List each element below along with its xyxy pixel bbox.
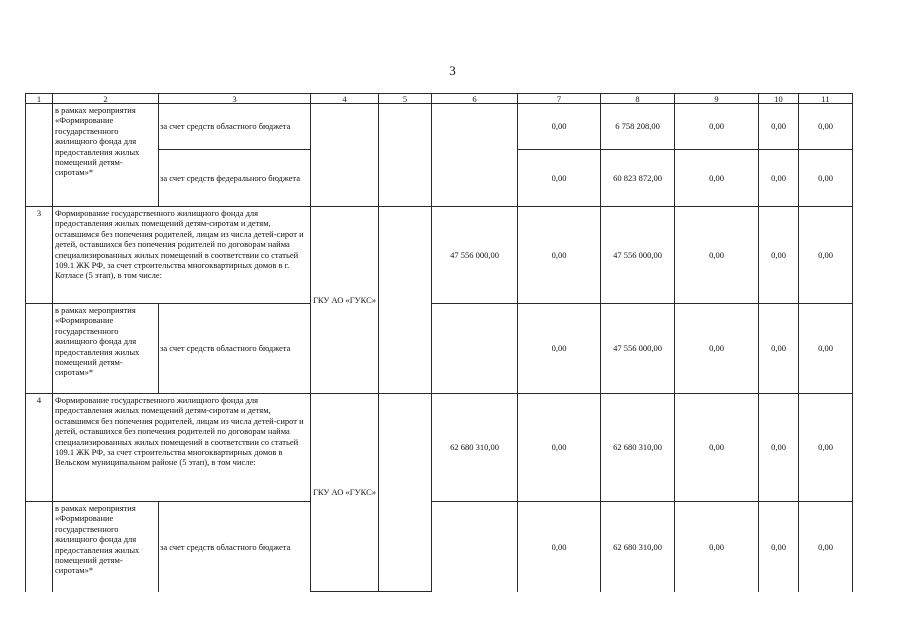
value-cell: 0,00 xyxy=(759,207,799,304)
row-number-cell xyxy=(26,304,53,394)
value-cell: 0,00 xyxy=(518,394,601,502)
value-cell: 0,00 xyxy=(799,502,853,592)
row-number: 4 xyxy=(26,394,53,502)
value-cell: 0,00 xyxy=(799,394,853,502)
funding-source: за счет средств областного бюджета xyxy=(159,104,311,150)
value-cell: 62 680 310,00 xyxy=(601,394,675,502)
col6-cell xyxy=(432,104,518,207)
executor-cell xyxy=(311,104,379,207)
value-cell: 62 680 310,00 xyxy=(601,502,675,592)
col6-cell xyxy=(432,304,518,394)
header-cell: 6 xyxy=(432,94,518,104)
table-row xyxy=(26,394,853,502)
value-cell: 0,00 xyxy=(518,207,601,304)
col6-cell xyxy=(432,502,518,592)
row-number-cell xyxy=(26,502,53,592)
value-cell: 0,00 xyxy=(759,304,799,394)
value-cell: 0,00 xyxy=(799,207,853,304)
measure-text: в рамках мероприятия «Формирование государственного жилищного фонда для предоставления жилых помещений детям-сиротам»* xyxy=(53,502,159,592)
value-cell: 60 823 872,00 xyxy=(601,150,675,207)
header-cell: 8 xyxy=(601,94,675,104)
value-cell: 0,00 xyxy=(759,394,799,502)
funding-source: за счет средств федерального бюджета xyxy=(159,150,311,207)
row-number-cell xyxy=(26,104,53,207)
header-cell: 7 xyxy=(518,94,601,104)
col5-cell xyxy=(379,104,432,207)
value-cell: 0,00 xyxy=(518,104,601,150)
value-cell: 0,00 xyxy=(675,502,759,592)
table-row xyxy=(26,207,853,304)
total-value: 62 680 310,00 xyxy=(432,394,518,502)
item-description: Формирование государственного жилищного фонда для предоставления жилых помещений детям-сиротам и детям, оставшимся без попечения родителей, лицам из числа детей-сирот и детей, оставшихся без попечения родителей по договорам найма специализированных жилых помещений в соответствии со статьей 109.1 ЖК РФ, за счет строительства многоквартирных домов в г. Котласе (5 этап), в том числе: xyxy=(53,207,311,304)
header-cell: 3 xyxy=(159,94,311,104)
value-cell: 0,00 xyxy=(675,394,759,502)
value-cell: 0,00 xyxy=(759,104,799,150)
table-row xyxy=(26,502,853,592)
executor: ГКУ АО «ГУКС» xyxy=(311,207,379,394)
header-cell: 10 xyxy=(759,94,799,104)
value-cell: 0,00 xyxy=(759,150,799,207)
measure-text: в рамках мероприятия «Формирование государственного жилищного фонда для предоставления жилых помещений детям-сиротам»* xyxy=(53,104,159,207)
item-description: Формирование государственного жилищного фонда для предоставления жилых помещений детям-сиротам и детям, оставшимся без попечения родителей, лицам из числа детей-сирот и детей, оставшихся без попечения родителей по договорам найма специализированных жилых помещений в соответствии со статьей 109.1 ЖК РФ, за счет строительства многоквартирных домов в Вельском муниципальном районе (5 этап), в том числе: xyxy=(53,394,311,502)
value-cell: 0,00 xyxy=(675,304,759,394)
value-cell: 0,00 xyxy=(799,104,853,150)
value-cell: 0,00 xyxy=(675,104,759,150)
header-cell: 1 xyxy=(26,94,53,104)
header-cell: 5 xyxy=(379,94,432,104)
col5-cell xyxy=(379,394,432,592)
total-value: 47 556 000,00 xyxy=(432,207,518,304)
table-row xyxy=(26,304,853,394)
value-cell: 0,00 xyxy=(799,150,853,207)
value-cell: 0,00 xyxy=(799,304,853,394)
value-cell: 47 556 000,00 xyxy=(601,207,675,304)
header-cell: 9 xyxy=(675,94,759,104)
value-cell: 0,00 xyxy=(759,502,799,592)
header-cell: 11 xyxy=(799,94,853,104)
value-cell: 0,00 xyxy=(675,150,759,207)
value-cell: 0,00 xyxy=(518,150,601,207)
funding-source: за счет средств областного бюджета xyxy=(159,502,311,592)
measure-text: в рамках мероприятия «Формирование государственного жилищного фонда для предоставления жилых помещений детям-сиротам»* xyxy=(53,304,159,394)
header-cell: 4 xyxy=(311,94,379,104)
executor: ГКУ АО «ГУКС» xyxy=(311,394,379,592)
header-row xyxy=(26,94,853,104)
header-cell: 2 xyxy=(53,94,159,104)
table-row xyxy=(26,104,853,150)
col5-cell xyxy=(379,207,432,394)
value-cell: 0,00 xyxy=(518,304,601,394)
row-number: 3 xyxy=(26,207,53,304)
page-number: 3 xyxy=(449,63,456,78)
funding-source: за счет средств областного бюджета xyxy=(159,304,311,394)
value-cell: 6 758 208,00 xyxy=(601,104,675,150)
value-cell: 0,00 xyxy=(675,207,759,304)
program-table xyxy=(25,93,853,592)
value-cell: 0,00 xyxy=(518,502,601,592)
value-cell: 47 556 000,00 xyxy=(601,304,675,394)
